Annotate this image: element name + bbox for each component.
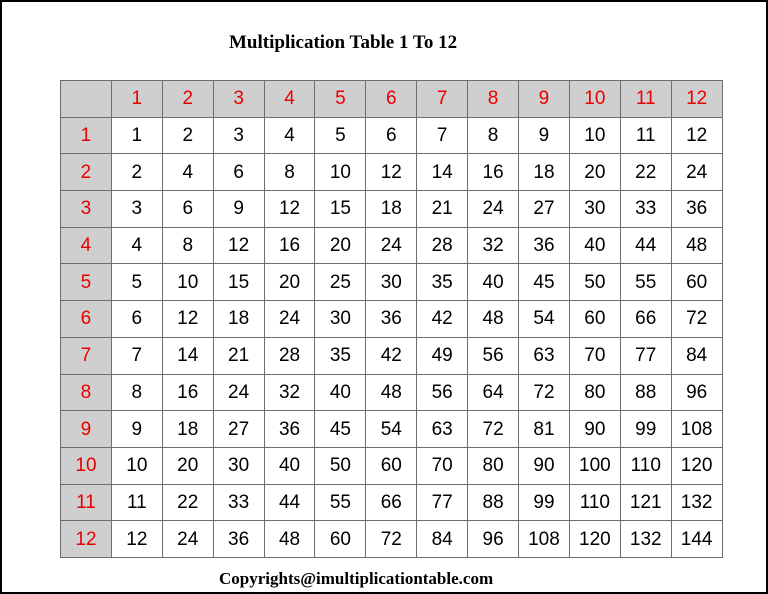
column-header: 8 [468,81,519,118]
table-cell: 80 [569,374,620,411]
table-cell: 7 [417,117,468,154]
row-header: 8 [61,374,112,411]
table-cell: 36 [213,521,264,558]
table-cell: 121 [620,484,671,521]
row-header: 3 [61,191,112,228]
table-cell: 42 [417,301,468,338]
table-cell: 63 [417,411,468,448]
table-cell: 100 [569,447,620,484]
table-cell: 84 [417,521,468,558]
table-cell: 3 [213,117,264,154]
table-cell: 33 [620,191,671,228]
table-cell: 6 [213,154,264,191]
table-cell: 3 [111,191,162,228]
table-cell: 30 [315,301,366,338]
table-cell: 8 [162,227,213,264]
table-cell: 4 [111,227,162,264]
table-cell: 8 [111,374,162,411]
table-cell: 40 [315,374,366,411]
table-cell: 24 [162,521,213,558]
column-header: 1 [111,81,162,118]
column-header: 9 [519,81,570,118]
table-cell: 7 [111,337,162,374]
table-cell: 35 [417,264,468,301]
table-cell: 64 [468,374,519,411]
table-cell: 99 [620,411,671,448]
table-cell: 77 [620,337,671,374]
table-cell: 40 [569,227,620,264]
table-cell: 81 [519,411,570,448]
column-header: 11 [620,81,671,118]
table-cell: 55 [620,264,671,301]
table-cell: 36 [519,227,570,264]
table-cell: 88 [620,374,671,411]
column-header: 3 [213,81,264,118]
table-cell: 24 [213,374,264,411]
table-row [61,264,723,301]
table-cell: 28 [264,337,315,374]
row-header: 2 [61,154,112,191]
table-cell: 12 [671,117,722,154]
table-cell: 30 [569,191,620,228]
table-cell: 108 [671,411,722,448]
table-cell: 60 [569,301,620,338]
table-cell: 96 [671,374,722,411]
table-cell: 132 [620,521,671,558]
table-cell: 15 [315,191,366,228]
table-cell: 4 [162,154,213,191]
table-cell: 49 [417,337,468,374]
table-cell: 24 [264,301,315,338]
corner-cell [61,81,112,118]
row-header: 6 [61,301,112,338]
table-cell: 60 [315,521,366,558]
table-cell: 12 [162,301,213,338]
table-cell: 8 [264,154,315,191]
table-body [61,81,723,558]
table-cell: 12 [264,191,315,228]
table-cell: 36 [264,411,315,448]
table-cell: 32 [468,227,519,264]
table-cell: 120 [569,521,620,558]
table-cell: 42 [366,337,417,374]
table-cell: 27 [213,411,264,448]
table-cell: 72 [366,521,417,558]
table-cell: 84 [671,337,722,374]
table-cell: 48 [468,301,519,338]
table-cell: 4 [264,117,315,154]
table-cell: 20 [569,154,620,191]
table-cell: 72 [519,374,570,411]
table-cell: 15 [213,264,264,301]
table-cell: 120 [671,447,722,484]
table-cell: 10 [569,117,620,154]
table-cell: 16 [468,154,519,191]
table-row [61,227,723,264]
table-cell: 60 [366,447,417,484]
table-cell: 1 [111,117,162,154]
table-row [61,337,723,374]
header-row [61,81,723,118]
row-header: 7 [61,337,112,374]
table-cell: 2 [111,154,162,191]
row-header: 10 [61,447,112,484]
table-cell: 6 [111,301,162,338]
table-cell: 30 [366,264,417,301]
table-cell: 70 [417,447,468,484]
table-cell: 70 [569,337,620,374]
table-cell: 6 [366,117,417,154]
table-cell: 20 [315,227,366,264]
table-cell: 110 [569,484,620,521]
table-cell: 99 [519,484,570,521]
table-cell: 48 [671,227,722,264]
table-cell: 2 [162,117,213,154]
row-header: 5 [61,264,112,301]
table-cell: 96 [468,521,519,558]
table-cell: 24 [468,191,519,228]
table-cell: 21 [417,191,468,228]
table-cell: 24 [366,227,417,264]
table-cell: 40 [468,264,519,301]
table-cell: 54 [519,301,570,338]
table-cell: 110 [620,447,671,484]
column-header: 10 [569,81,620,118]
table-cell: 6 [162,191,213,228]
table-cell: 66 [366,484,417,521]
table-cell: 33 [213,484,264,521]
table-cell: 55 [315,484,366,521]
table-cell: 56 [417,374,468,411]
table-row [61,411,723,448]
table-cell: 10 [111,447,162,484]
table-cell: 72 [671,301,722,338]
table-cell: 45 [519,264,570,301]
table-cell: 32 [264,374,315,411]
table-cell: 88 [468,484,519,521]
table-cell: 30 [213,447,264,484]
table-cell: 80 [468,447,519,484]
table-cell: 20 [162,447,213,484]
table-cell: 48 [264,521,315,558]
table-cell: 10 [315,154,366,191]
copyright-footer: Copyrights@imultiplicationtable.com [219,569,494,588]
table-cell: 27 [519,191,570,228]
table-cell: 66 [620,301,671,338]
table-cell: 44 [264,484,315,521]
table-cell: 22 [620,154,671,191]
table-cell: 40 [264,447,315,484]
table-cell: 36 [366,301,417,338]
table-cell: 20 [264,264,315,301]
table-cell: 28 [417,227,468,264]
multiplication-table [60,80,723,558]
column-header: 6 [366,81,417,118]
table-cell: 12 [213,227,264,264]
table-cell: 25 [315,264,366,301]
table-row [61,484,723,521]
column-header: 5 [315,81,366,118]
row-header: 11 [61,484,112,521]
column-header: 2 [162,81,213,118]
table-cell: 22 [162,484,213,521]
table-cell: 72 [468,411,519,448]
table-cell: 44 [620,227,671,264]
table-cell: 16 [264,227,315,264]
row-header: 9 [61,411,112,448]
table-cell: 11 [620,117,671,154]
table-row [61,521,723,558]
table-row [61,154,723,191]
table-cell: 18 [519,154,570,191]
table-row [61,117,723,154]
table-cell: 90 [519,447,570,484]
table-cell: 21 [213,337,264,374]
table-cell: 54 [366,411,417,448]
table-cell: 18 [162,411,213,448]
table-cell: 24 [671,154,722,191]
table-cell: 14 [417,154,468,191]
column-header: 12 [671,81,722,118]
table-cell: 60 [671,264,722,301]
table-cell: 77 [417,484,468,521]
table-row [61,191,723,228]
table-cell: 108 [519,521,570,558]
row-header: 12 [61,521,112,558]
table-cell: 12 [111,521,162,558]
table-cell: 36 [671,191,722,228]
table-row [61,301,723,338]
column-header: 4 [264,81,315,118]
column-header: 7 [417,81,468,118]
table-cell: 18 [366,191,417,228]
table-cell: 9 [519,117,570,154]
table-cell: 56 [468,337,519,374]
row-header: 1 [61,117,112,154]
table-cell: 14 [162,337,213,374]
table-cell: 50 [569,264,620,301]
row-header: 4 [61,227,112,264]
table-cell: 9 [213,191,264,228]
table-cell: 48 [366,374,417,411]
table-cell: 5 [315,117,366,154]
table-cell: 12 [366,154,417,191]
table-cell: 10 [162,264,213,301]
table-cell: 9 [111,411,162,448]
table-cell: 18 [213,301,264,338]
table-cell: 50 [315,447,366,484]
table-cell: 63 [519,337,570,374]
page-title: Multiplication Table 1 To 12 [229,32,458,53]
table-cell: 35 [315,337,366,374]
table-cell: 144 [671,521,722,558]
table-cell: 5 [111,264,162,301]
table-cell: 132 [671,484,722,521]
table-cell: 45 [315,411,366,448]
table-cell: 90 [569,411,620,448]
table-row [61,374,723,411]
table-cell: 11 [111,484,162,521]
table-cell: 8 [468,117,519,154]
table-row [61,447,723,484]
table-cell: 16 [162,374,213,411]
